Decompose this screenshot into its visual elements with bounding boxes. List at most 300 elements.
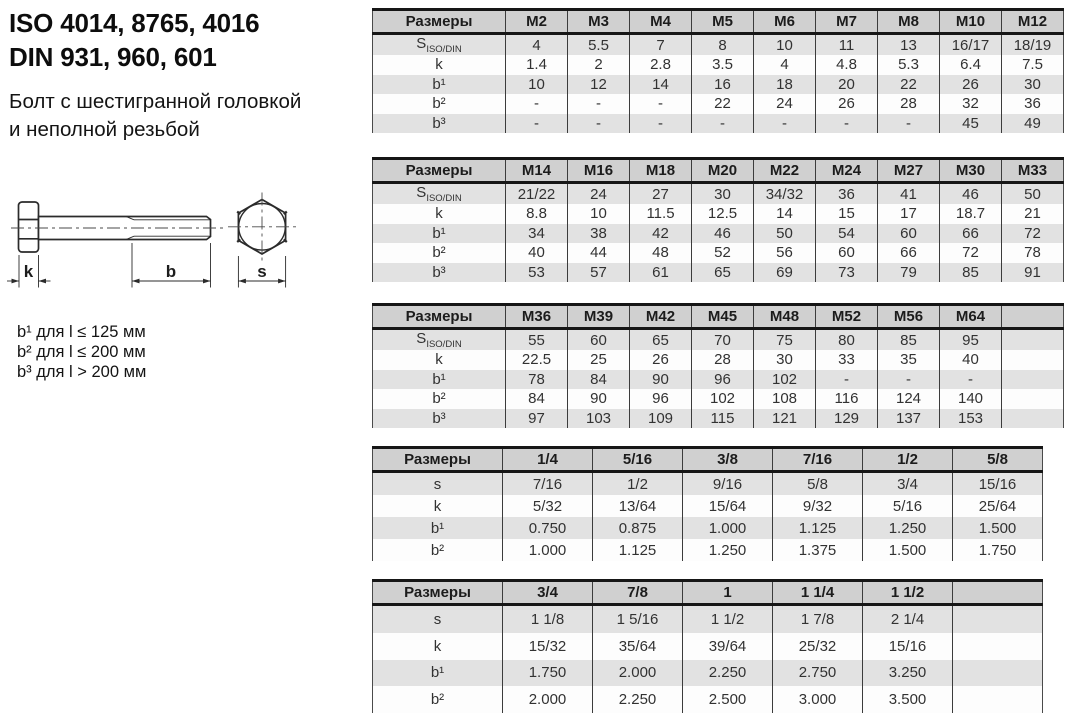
bolt-side-view bbox=[11, 202, 223, 252]
value-cell: 48 bbox=[630, 243, 692, 263]
value-cell: 3.000 bbox=[773, 686, 863, 713]
size-column-header: M4 bbox=[630, 10, 692, 34]
value-cell: 16/17 bbox=[940, 34, 1002, 56]
size-column-header: M48 bbox=[754, 305, 816, 329]
value-cell: 22.5 bbox=[506, 350, 568, 370]
value-cell: - bbox=[878, 370, 940, 390]
value-cell: 15/16 bbox=[863, 633, 953, 660]
value-cell: 1 5/16 bbox=[593, 605, 683, 633]
dimension-row bbox=[373, 517, 1043, 539]
value-cell: 1.250 bbox=[863, 517, 953, 539]
row-label: b¹ bbox=[430, 664, 445, 682]
value-cell: 2.000 bbox=[503, 686, 593, 713]
value-cell: 78 bbox=[1002, 243, 1064, 263]
dimension-row bbox=[373, 243, 1064, 263]
value-cell: 7/16 bbox=[503, 472, 593, 496]
value-cell: 2.000 bbox=[593, 660, 683, 687]
value-cell: 121 bbox=[754, 409, 816, 429]
size-column-header: 1 1/2 bbox=[863, 581, 953, 605]
value-cell: 80 bbox=[816, 329, 878, 351]
size-column-header: M30 bbox=[940, 159, 1002, 183]
row-label: k bbox=[433, 497, 442, 515]
value-cell: 13/64 bbox=[593, 495, 683, 517]
header-row bbox=[373, 159, 1064, 183]
value-cell: 18 bbox=[754, 75, 816, 95]
size-column-header: 1/4 bbox=[503, 448, 593, 472]
dimension-row bbox=[373, 350, 1064, 370]
value-cell: 1.125 bbox=[593, 539, 683, 561]
row-label: b² bbox=[432, 244, 446, 262]
note-b2: b² для l ≤ 200 мм bbox=[17, 343, 146, 361]
table-body bbox=[373, 34, 1064, 134]
value-cell: 27 bbox=[630, 183, 692, 205]
value-cell: 137 bbox=[878, 409, 940, 429]
value-cell: 6.4 bbox=[940, 55, 1002, 75]
value-cell: 20 bbox=[816, 75, 878, 95]
value-cell: 1 7/8 bbox=[773, 605, 863, 633]
value-cell: 73 bbox=[816, 263, 878, 283]
size-column-header: 1 1/4 bbox=[773, 581, 863, 605]
value-cell: 96 bbox=[692, 370, 754, 390]
size-column-header: 7/8 bbox=[593, 581, 683, 605]
value-cell: 45 bbox=[940, 114, 1002, 134]
size-column-header: 1/2 bbox=[863, 448, 953, 472]
dimension-row bbox=[373, 94, 1064, 114]
value-cell bbox=[953, 605, 1043, 633]
value-cell: 124 bbox=[878, 389, 940, 409]
value-cell: 15 bbox=[816, 204, 878, 224]
table-head bbox=[373, 159, 1064, 183]
value-cell: 5/8 bbox=[773, 472, 863, 496]
value-cell bbox=[1002, 370, 1064, 390]
value-cell: 21/22 bbox=[506, 183, 568, 205]
value-cell: 17 bbox=[878, 204, 940, 224]
dimension-row bbox=[373, 495, 1043, 517]
value-cell: 25/32 bbox=[773, 633, 863, 660]
size-column-header: M12 bbox=[1002, 10, 1064, 34]
value-cell: 3.500 bbox=[863, 686, 953, 713]
table-head bbox=[373, 305, 1064, 329]
bolt-technical-drawing bbox=[0, 185, 312, 305]
value-cell: 32 bbox=[940, 94, 1002, 114]
dimensions-header: Размеры bbox=[373, 581, 503, 605]
value-cell: 8 bbox=[692, 34, 754, 56]
value-cell: 49 bbox=[1002, 114, 1064, 134]
dimension-row bbox=[373, 389, 1064, 409]
value-cell: 39/64 bbox=[683, 633, 773, 660]
value-cell: 2.250 bbox=[593, 686, 683, 713]
row-label: b² bbox=[432, 390, 446, 408]
size-column-header: M64 bbox=[940, 305, 1002, 329]
size-column-header: M33 bbox=[1002, 159, 1064, 183]
value-cell: 46 bbox=[940, 183, 1002, 205]
row-label: $S_{ISO/DIN}$ bbox=[416, 35, 462, 55]
size-column-header bbox=[953, 581, 1043, 605]
value-cell: 1/2 bbox=[593, 472, 683, 496]
size-column-header: 3/8 bbox=[683, 448, 773, 472]
value-cell: 12 bbox=[568, 75, 630, 95]
dimension-row bbox=[373, 75, 1064, 95]
size-column-header: 3/4 bbox=[503, 581, 593, 605]
value-cell: 54 bbox=[816, 224, 878, 244]
value-cell: 22 bbox=[878, 75, 940, 95]
row-label: b¹ bbox=[432, 75, 446, 93]
dimension-k bbox=[7, 255, 51, 288]
table-body bbox=[373, 183, 1064, 283]
value-cell: 41 bbox=[878, 183, 940, 205]
value-cell: 38 bbox=[568, 224, 630, 244]
size-column-header: M10 bbox=[940, 10, 1002, 34]
row-label: b³ bbox=[432, 114, 446, 132]
value-cell: 15/32 bbox=[503, 633, 593, 660]
size-column-header: M3 bbox=[568, 10, 630, 34]
value-cell: 1 1/8 bbox=[503, 605, 593, 633]
value-cell: 36 bbox=[816, 183, 878, 205]
dimension-row bbox=[373, 263, 1064, 283]
row-label: s bbox=[433, 610, 442, 628]
standards-title bbox=[9, 6, 259, 74]
value-cell: 22 bbox=[692, 94, 754, 114]
value-cell: 9/16 bbox=[683, 472, 773, 496]
row-label: b³ bbox=[432, 409, 446, 427]
value-cell: 16 bbox=[692, 75, 754, 95]
row-label: k bbox=[433, 637, 442, 655]
value-cell: 10 bbox=[568, 204, 630, 224]
value-cell: 2.500 bbox=[683, 686, 773, 713]
value-cell: - bbox=[816, 370, 878, 390]
value-cell: - bbox=[506, 114, 568, 134]
dimension-row bbox=[373, 204, 1064, 224]
value-cell: - bbox=[940, 370, 1002, 390]
value-cell: 24 bbox=[568, 183, 630, 205]
value-cell: - bbox=[878, 114, 940, 134]
header-row bbox=[373, 305, 1064, 329]
value-cell: 103 bbox=[568, 409, 630, 429]
table-body bbox=[373, 605, 1043, 714]
table-metric-m14-m33 bbox=[372, 157, 1064, 282]
value-cell: 7 bbox=[630, 34, 692, 56]
value-cell bbox=[1002, 409, 1064, 429]
value-cell bbox=[1002, 350, 1064, 370]
value-cell: 90 bbox=[568, 389, 630, 409]
value-cell: 1 1/2 bbox=[683, 605, 773, 633]
value-cell: 15/64 bbox=[683, 495, 773, 517]
size-column-header: M56 bbox=[878, 305, 940, 329]
value-cell: 13 bbox=[878, 34, 940, 56]
value-cell: - bbox=[816, 114, 878, 134]
dimension-row bbox=[373, 633, 1043, 660]
value-cell: 21 bbox=[1002, 204, 1064, 224]
value-cell: 28 bbox=[692, 350, 754, 370]
value-cell: 116 bbox=[816, 389, 878, 409]
dimensions-header: Размеры bbox=[373, 10, 506, 34]
value-cell: 52 bbox=[692, 243, 754, 263]
iso-standards-line: ISO 4014, 8765, 4016 bbox=[9, 8, 260, 38]
dimension-row bbox=[373, 605, 1043, 633]
value-cell: 65 bbox=[630, 329, 692, 351]
value-cell: 153 bbox=[940, 409, 1002, 429]
value-cell: 109 bbox=[630, 409, 692, 429]
size-column-header: M20 bbox=[692, 159, 754, 183]
value-cell: 10 bbox=[506, 75, 568, 95]
value-cell: 55 bbox=[506, 329, 568, 351]
value-cell: 12.5 bbox=[692, 204, 754, 224]
row-label: b³ bbox=[432, 263, 446, 281]
size-column-header: M45 bbox=[692, 305, 754, 329]
value-cell: - bbox=[630, 114, 692, 134]
value-cell: 2.8 bbox=[630, 55, 692, 75]
hex-head-view bbox=[228, 193, 296, 262]
value-cell: 85 bbox=[940, 263, 1002, 283]
value-cell: 1.500 bbox=[953, 517, 1043, 539]
value-cell: 1.500 bbox=[863, 539, 953, 561]
row-label: b¹ bbox=[430, 519, 445, 537]
dimension-row bbox=[373, 539, 1043, 561]
value-cell: 3.5 bbox=[692, 55, 754, 75]
value-cell: 26 bbox=[816, 94, 878, 114]
size-column-header: M22 bbox=[754, 159, 816, 183]
row-label: k bbox=[435, 56, 443, 74]
value-cell: 66 bbox=[878, 243, 940, 263]
table-metric-m36-m64 bbox=[372, 303, 1064, 428]
row-label: b² bbox=[430, 541, 445, 559]
size-column-header: M18 bbox=[630, 159, 692, 183]
size-column-header: M42 bbox=[630, 305, 692, 329]
dimension-b bbox=[132, 243, 211, 288]
value-cell bbox=[1002, 389, 1064, 409]
value-cell: 60 bbox=[878, 224, 940, 244]
value-cell: 5/16 bbox=[863, 495, 953, 517]
row-label: b¹ bbox=[432, 224, 446, 242]
value-cell: 3.250 bbox=[863, 660, 953, 687]
value-cell: 3/4 bbox=[863, 472, 953, 496]
value-cell: 1.250 bbox=[683, 539, 773, 561]
value-cell: 140 bbox=[940, 389, 1002, 409]
value-cell: 34/32 bbox=[754, 183, 816, 205]
value-cell bbox=[953, 660, 1043, 687]
size-column-header: M7 bbox=[816, 10, 878, 34]
dim-k-label: k bbox=[23, 262, 34, 281]
dimension-row bbox=[373, 114, 1064, 134]
note-b1: b¹ для l ≤ 125 мм bbox=[17, 323, 146, 341]
value-cell: 33 bbox=[816, 350, 878, 370]
row-label: b² bbox=[432, 95, 446, 113]
value-cell: - bbox=[506, 94, 568, 114]
value-cell: 70 bbox=[692, 329, 754, 351]
value-cell: 25/64 bbox=[953, 495, 1043, 517]
value-cell: 28 bbox=[878, 94, 940, 114]
value-cell: 11.5 bbox=[630, 204, 692, 224]
row-label: $S_{ISO/DIN}$ bbox=[416, 184, 462, 204]
value-cell: 7.5 bbox=[1002, 55, 1064, 75]
size-column-header: M16 bbox=[568, 159, 630, 183]
value-cell: 53 bbox=[506, 263, 568, 283]
dimension-row bbox=[373, 472, 1043, 496]
value-cell: 40 bbox=[940, 350, 1002, 370]
value-cell: 84 bbox=[568, 370, 630, 390]
size-column-header bbox=[1002, 305, 1064, 329]
value-cell: 57 bbox=[568, 263, 630, 283]
value-cell: 25 bbox=[568, 350, 630, 370]
table-imperial-threequarters-to-oneandhalf bbox=[372, 579, 1043, 713]
value-cell: 1.125 bbox=[773, 517, 863, 539]
value-cell: 102 bbox=[754, 370, 816, 390]
value-cell: 4.8 bbox=[816, 55, 878, 75]
dimension-row bbox=[373, 686, 1043, 713]
dimension-s bbox=[238, 256, 285, 288]
size-column-header: 7/16 bbox=[773, 448, 863, 472]
value-cell: 35/64 bbox=[593, 633, 683, 660]
value-cell: 96 bbox=[630, 389, 692, 409]
value-cell: - bbox=[754, 114, 816, 134]
header-row bbox=[373, 581, 1043, 605]
value-cell: 10 bbox=[754, 34, 816, 56]
size-column-header: M27 bbox=[878, 159, 940, 183]
value-cell: 30 bbox=[692, 183, 754, 205]
value-cell: 30 bbox=[754, 350, 816, 370]
dimension-row bbox=[373, 55, 1064, 75]
value-cell bbox=[1002, 329, 1064, 351]
value-cell: 1.4 bbox=[506, 55, 568, 75]
row-label: b¹ bbox=[432, 370, 446, 388]
value-cell: 18.7 bbox=[940, 204, 1002, 224]
table-head bbox=[373, 448, 1043, 472]
value-cell: 95 bbox=[940, 329, 1002, 351]
value-cell: 1.000 bbox=[683, 517, 773, 539]
value-cell: 50 bbox=[754, 224, 816, 244]
value-cell: 79 bbox=[878, 263, 940, 283]
value-cell: 102 bbox=[692, 389, 754, 409]
value-cell: 0.875 bbox=[593, 517, 683, 539]
value-cell: 4 bbox=[754, 55, 816, 75]
value-cell: 18/19 bbox=[1002, 34, 1064, 56]
dim-s-label: s bbox=[257, 262, 267, 281]
value-cell: 60 bbox=[568, 329, 630, 351]
value-cell: 129 bbox=[816, 409, 878, 429]
value-cell: 5.3 bbox=[878, 55, 940, 75]
value-cell: 1.750 bbox=[503, 660, 593, 687]
size-column-header: 5/16 bbox=[593, 448, 683, 472]
value-cell: 72 bbox=[940, 243, 1002, 263]
size-column-header: M24 bbox=[816, 159, 878, 183]
size-column-header: 1 bbox=[683, 581, 773, 605]
value-cell: 30 bbox=[1002, 75, 1064, 95]
size-column-header: M6 bbox=[754, 10, 816, 34]
value-cell: 2.250 bbox=[683, 660, 773, 687]
size-column-header: M52 bbox=[816, 305, 878, 329]
value-cell: 5.5 bbox=[568, 34, 630, 56]
header-row bbox=[373, 448, 1043, 472]
table-body bbox=[373, 472, 1043, 562]
value-cell: 8.8 bbox=[506, 204, 568, 224]
note-b3: b³ для l > 200 мм bbox=[17, 363, 147, 381]
value-cell: 15/16 bbox=[953, 472, 1043, 496]
dim-b-label: b bbox=[165, 262, 177, 281]
value-cell: 1.000 bbox=[503, 539, 593, 561]
value-cell: 91 bbox=[1002, 263, 1064, 283]
table-head bbox=[373, 10, 1064, 34]
value-cell: 72 bbox=[1002, 224, 1064, 244]
value-cell: 4 bbox=[506, 34, 568, 56]
value-cell: 40 bbox=[506, 243, 568, 263]
size-column-header: M2 bbox=[506, 10, 568, 34]
value-cell: 2.750 bbox=[773, 660, 863, 687]
value-cell: 36 bbox=[1002, 94, 1064, 114]
row-label: k bbox=[435, 205, 443, 223]
size-column-header: M36 bbox=[506, 305, 568, 329]
row-label: s bbox=[433, 475, 442, 493]
value-cell: 44 bbox=[568, 243, 630, 263]
table-body bbox=[373, 329, 1064, 429]
bolt-description bbox=[9, 88, 301, 144]
table-imperial-quarter-to-fiveeighths bbox=[372, 446, 1043, 561]
dimension-row bbox=[373, 660, 1043, 687]
value-cell: 14 bbox=[630, 75, 692, 95]
row-label: $S_{ISO/DIN}$ bbox=[416, 330, 462, 350]
value-cell: 11 bbox=[816, 34, 878, 56]
value-cell: 5/32 bbox=[503, 495, 593, 517]
value-cell: - bbox=[692, 114, 754, 134]
size-column-header: M8 bbox=[878, 10, 940, 34]
value-cell: 1.750 bbox=[953, 539, 1043, 561]
dimension-row bbox=[373, 329, 1064, 351]
dimension-row bbox=[373, 409, 1064, 429]
dimension-row bbox=[373, 34, 1064, 56]
value-cell: 34 bbox=[506, 224, 568, 244]
table-metric-m2-m12 bbox=[372, 8, 1064, 133]
value-cell bbox=[953, 686, 1043, 713]
value-cell: 90 bbox=[630, 370, 692, 390]
value-cell: 65 bbox=[692, 263, 754, 283]
description-line-2: и неполной резьбой bbox=[9, 118, 200, 141]
value-cell: 1.375 bbox=[773, 539, 863, 561]
value-cell: 78 bbox=[506, 370, 568, 390]
table-head bbox=[373, 581, 1043, 605]
value-cell: 97 bbox=[506, 409, 568, 429]
value-cell: 84 bbox=[506, 389, 568, 409]
value-cell: 60 bbox=[816, 243, 878, 263]
din-standards-line: DIN 931, 960, 601 bbox=[9, 42, 217, 72]
value-cell: 108 bbox=[754, 389, 816, 409]
description-line-1: Болт с шестигранной головкой bbox=[9, 90, 302, 113]
thread-length-notes bbox=[17, 322, 146, 382]
value-cell: 0.750 bbox=[503, 517, 593, 539]
value-cell: 69 bbox=[754, 263, 816, 283]
value-cell: 85 bbox=[878, 329, 940, 351]
size-column-header: M5 bbox=[692, 10, 754, 34]
value-cell: 14 bbox=[754, 204, 816, 224]
value-cell: 75 bbox=[754, 329, 816, 351]
dimension-row bbox=[373, 183, 1064, 205]
size-column-header: M39 bbox=[568, 305, 630, 329]
row-label: b² bbox=[430, 691, 445, 709]
value-cell: - bbox=[568, 94, 630, 114]
value-cell: 2 bbox=[568, 55, 630, 75]
dimensions-header: Размеры bbox=[373, 448, 503, 472]
value-cell: 26 bbox=[940, 75, 1002, 95]
value-cell: 56 bbox=[754, 243, 816, 263]
dimensions-header: Размеры bbox=[373, 159, 506, 183]
value-cell: - bbox=[630, 94, 692, 114]
row-label: k bbox=[435, 351, 443, 369]
value-cell: 46 bbox=[692, 224, 754, 244]
value-cell: 26 bbox=[630, 350, 692, 370]
dimension-row bbox=[373, 370, 1064, 390]
value-cell: 42 bbox=[630, 224, 692, 244]
value-cell: - bbox=[568, 114, 630, 134]
header-row bbox=[373, 10, 1064, 34]
dimensions-header: Размеры bbox=[373, 305, 506, 329]
